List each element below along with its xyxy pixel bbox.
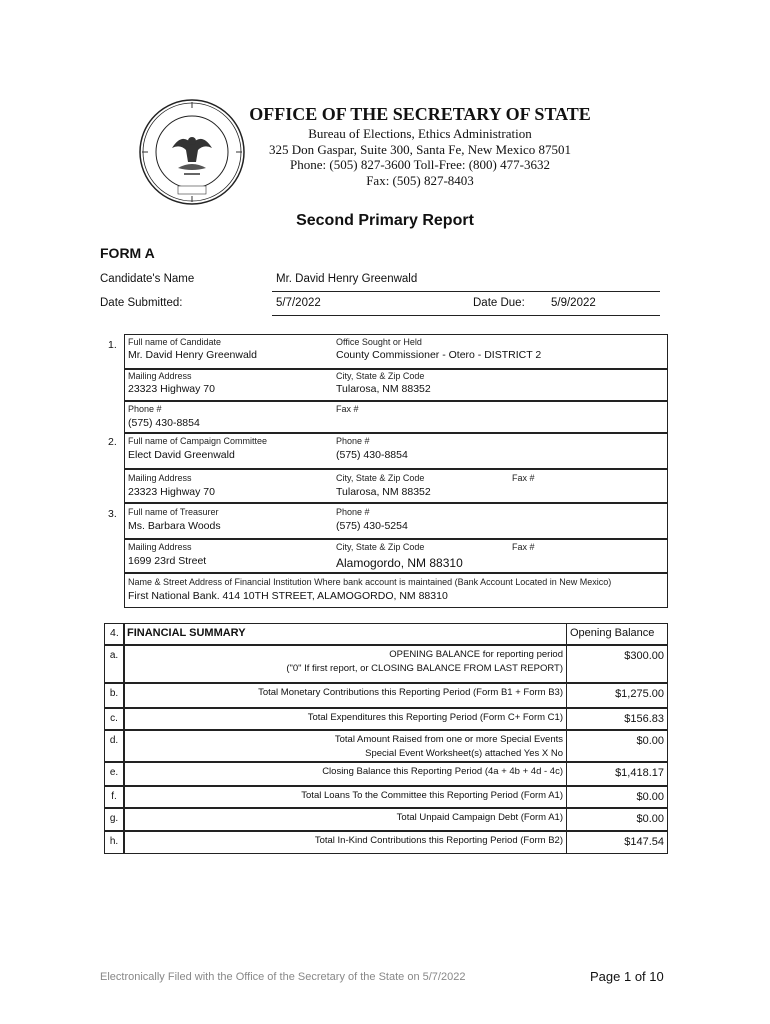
section-1-number: 1. xyxy=(108,339,117,351)
financial-row-description: Total Amount Raised from one or more Special Events xyxy=(334,734,563,745)
office-title: OFFICE OF THE SECRETARY OF STATE xyxy=(249,104,591,124)
financial-row-letter: g. xyxy=(109,813,119,824)
financial-row-amount: $300.00 xyxy=(624,650,664,662)
section-1-row-3 xyxy=(124,400,668,434)
office-sought-value: County Commissioner - Otero - DISTRICT 2 xyxy=(336,349,542,361)
date-submitted-value: 5/7/2022 xyxy=(276,297,321,309)
financial-number: 4. xyxy=(110,627,119,639)
divider xyxy=(272,315,660,316)
financial-row-letter: a. xyxy=(109,650,119,661)
financial-row-description: OPENING BALANCE for reporting period xyxy=(389,649,563,660)
financial-row-amount: $1,418.17 xyxy=(615,767,664,779)
header-line-address: 325 Don Gaspar, Suite 300, Santa Fe, New Mexico 87501 xyxy=(268,142,572,157)
financial-row-description: Total Expenditures this Reporting Period (Form C+ Form C1) xyxy=(307,712,563,723)
office-sought-label: Office Sought or Held xyxy=(336,337,422,347)
committee-phone-label: Phone # xyxy=(336,436,370,446)
treasurer-name-label: Full name of Treasurer xyxy=(128,507,219,517)
committee-fax-label: Fax # xyxy=(512,473,535,483)
financial-row-letter: b. xyxy=(109,688,119,699)
report-title: Second Primary Report xyxy=(296,212,474,229)
financial-row-description: Closing Balance this Reporting Period (4a + 4b + 4d - 4c) xyxy=(322,766,563,777)
financial-row-description: Total Monetary Contributions this Reporting Period (Form B1 + Form B3) xyxy=(258,687,563,698)
committee-mailing-value: 23323 Highway 70 xyxy=(128,486,215,498)
financial-row-description: Total In-Kind Contributions this Reporting Period (Form B2) xyxy=(314,835,563,846)
financial-row-letter: h. xyxy=(109,836,119,847)
city-state-zip-value: Tularosa, NM 88352 xyxy=(336,383,431,395)
candidate-name-value: Mr. David Henry Greenwald xyxy=(276,273,418,285)
mailing-address-value: 23323 Highway 70 xyxy=(128,383,215,395)
city-state-zip-label: City, State & Zip Code xyxy=(336,371,425,381)
treasurer-fax-label: Fax # xyxy=(512,542,535,552)
header-line-phone: Phone: (505) 827-3600 Toll-Free: (800) 477-3632 xyxy=(290,157,550,172)
date-submitted-label: Date Submitted: xyxy=(100,297,183,309)
financial-row-amount: $1,275.00 xyxy=(615,688,664,700)
treasurer-mailing-label: Mailing Address xyxy=(128,542,192,552)
committee-name-value: Elect David Greenwald xyxy=(128,449,235,461)
form-label: FORM A xyxy=(100,245,155,261)
financial-title: FINANCIAL SUMMARY xyxy=(127,627,246,639)
treasurer-city-value: Alamogordo, NM 88310 xyxy=(336,556,463,570)
fax-label: Fax # xyxy=(336,404,359,414)
financial-row-letter: f. xyxy=(111,791,117,802)
financial-row-description-2: Special Event Worksheet(s) attached Yes X No xyxy=(365,748,563,759)
section-2-number: 2. xyxy=(108,436,117,448)
filed-notice: Electronically Filed with the Office of the Secretary of the State on 5/7/2022 xyxy=(100,971,466,983)
date-due-value: 5/9/2022 xyxy=(551,297,596,309)
financial-row-amount: $0.00 xyxy=(636,813,664,825)
financial-row-amount: $0.00 xyxy=(636,791,664,803)
financial-row-letter: c. xyxy=(110,713,118,724)
candidate-full-name-label: Full name of Candidate xyxy=(128,337,222,347)
header-line-bureau: Bureau of Elections, Ethics Administration xyxy=(308,126,532,141)
committee-mailing-label: Mailing Address xyxy=(128,473,192,483)
treasurer-phone-value: (575) 430-5254 xyxy=(336,520,408,532)
committee-phone-value: (575) 430-8854 xyxy=(336,449,408,461)
mailing-address-label: Mailing Address xyxy=(128,371,192,381)
financial-row-description-2: ("0" If first report, or CLOSING BALANCE FROM LAST REPORT) xyxy=(286,663,563,674)
financial-row-description: Total Unpaid Campaign Debt (Form A1) xyxy=(396,812,563,823)
financial-row-amount: $156.83 xyxy=(624,713,664,725)
financial-row-letter: d. xyxy=(109,735,119,746)
financial-row-description: Total Loans To the Committee this Reporting Period (Form A1) xyxy=(301,790,563,801)
bank-value: First National Bank. 414 10TH STREET, ALAMOGORDO, NM 88310 xyxy=(128,590,448,602)
treasurer-city-label: City, State & Zip Code xyxy=(336,542,425,552)
opening-balance-header: Opening Balance xyxy=(570,627,655,639)
candidate-name-label: Candidate's Name xyxy=(100,273,195,285)
committee-city-label: City, State & Zip Code xyxy=(336,473,425,483)
committee-city-value: Tularosa, NM 88352 xyxy=(336,486,431,498)
financial-row-amount: $0.00 xyxy=(636,735,664,747)
committee-name-label: Full name of Campaign Committee xyxy=(128,436,268,446)
candidate-full-name-value: Mr. David Henry Greenwald xyxy=(128,349,257,361)
page-number: Page 1 of 10 xyxy=(590,969,664,984)
divider xyxy=(272,291,660,292)
phone-value: (575) 430-8854 xyxy=(128,417,200,429)
financial-row-letter: e. xyxy=(109,767,119,778)
bank-label: Name & Street Address of Financial Institution Where bank account is maintained (Bank Account Located in New Mexico) xyxy=(128,577,612,587)
date-due-label: Date Due: xyxy=(473,297,525,309)
header-line-fax: Fax: (505) 827-8403 xyxy=(366,173,474,188)
phone-label: Phone # xyxy=(128,404,162,414)
treasurer-phone-label: Phone # xyxy=(336,507,370,517)
treasurer-mailing-value: 1699 23rd Street xyxy=(128,555,207,567)
financial-row-amount: $147.54 xyxy=(624,836,664,848)
treasurer-name-value: Ms. Barbara Woods xyxy=(128,520,221,532)
section-3-number: 3. xyxy=(108,508,117,520)
